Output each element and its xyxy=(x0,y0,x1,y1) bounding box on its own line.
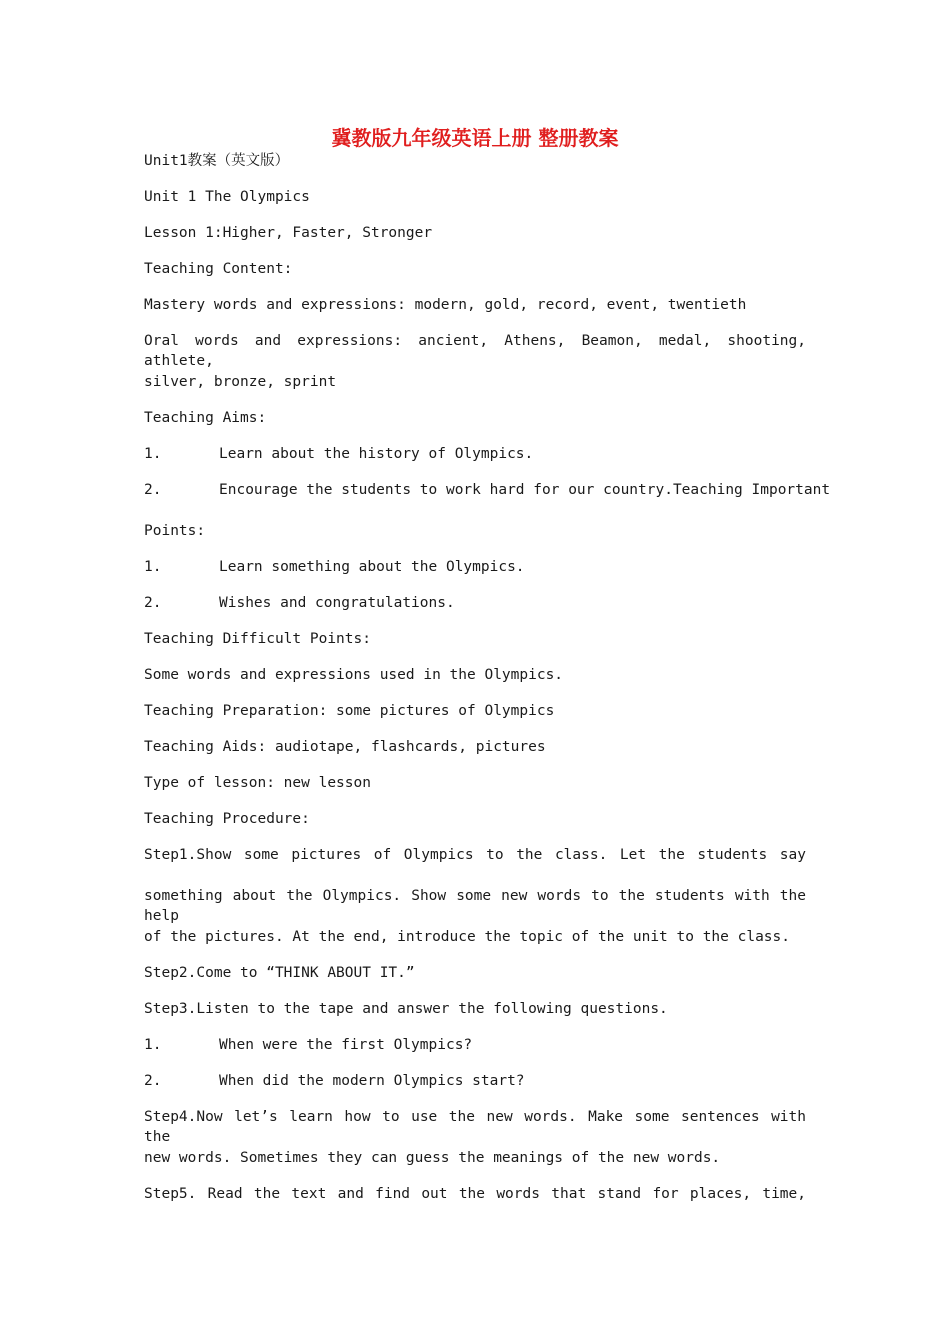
step5-line1: Step5. Read the text and find out the words that stand for places, time, xyxy=(144,1186,806,1202)
list-text: Learn about the history of Olympics. xyxy=(219,446,534,462)
list-item xyxy=(144,1035,472,1055)
list-number: 1. xyxy=(144,446,162,462)
list-number: 2. xyxy=(144,482,162,498)
list-text: Encourage the students to work hard for our country.Teaching Important xyxy=(219,482,831,498)
mastery-words: Mastery words and expressions: modern, gold, record, event, twentieth xyxy=(144,297,747,313)
step3: Step3.Listen to the tape and answer the following questions. xyxy=(144,1001,668,1017)
unit-heading-cn: Unit1教案（英文版） xyxy=(144,153,290,169)
list-item xyxy=(144,1071,525,1091)
list-item xyxy=(144,593,455,613)
list-item xyxy=(144,444,533,464)
oral-words-cont: silver, bronze, sprint xyxy=(144,374,337,390)
difficult-points-label: Teaching Difficult Points: xyxy=(144,631,371,647)
list-number: 2. xyxy=(144,1073,162,1089)
important-points-cont: Points: xyxy=(144,523,206,539)
list-text: Wishes and congratulations. xyxy=(219,595,455,611)
step2: Step2.Come to “THINK ABOUT IT.” xyxy=(144,965,415,981)
step1-line1: Step1.Show some pictures of Olympics to the class. Let the students say xyxy=(144,847,806,863)
list-text: When did the modern Olympics start? xyxy=(219,1073,525,1089)
lesson-type: Type of lesson: new lesson xyxy=(144,775,371,791)
teaching-content-label: Teaching Content: xyxy=(144,261,293,277)
teaching-procedure-label: Teaching Procedure: xyxy=(144,811,310,827)
unit-heading: Unit 1 The Olympics xyxy=(144,189,310,205)
step1-line3: of the pictures. At the end, introduce the topic of the unit to the class. xyxy=(144,929,791,945)
list-number: 2. xyxy=(144,595,162,611)
teaching-aids: Teaching Aids: audiotape, flashcards, pictures xyxy=(144,739,546,755)
list-item xyxy=(144,480,830,500)
list-text: When were the first Olympics? xyxy=(219,1037,473,1053)
step4-line2: new words. Sometimes they can guess the meanings of the new words. xyxy=(144,1150,721,1166)
step4-line1: Step4.Now let’s learn how to use the new words. Make some sentences with the xyxy=(144,1109,806,1145)
teaching-aims-label: Teaching Aims: xyxy=(144,410,267,426)
document-title: 冀教版九年级英语上册 整册教案 xyxy=(331,126,619,150)
lesson-heading: Lesson 1:Higher, Faster, Stronger xyxy=(144,225,433,241)
list-text: Learn something about the Olympics. xyxy=(219,559,525,575)
difficult-points-text: Some words and expressions used in the Olympics. xyxy=(144,667,564,683)
step1-line2: something about the Olympics. Show some new words to the students with the help xyxy=(144,888,806,924)
oral-words: Oral words and expressions: ancient, Athens, Beamon, medal, shooting, athlete, xyxy=(144,333,806,369)
list-number: 1. xyxy=(144,1037,162,1053)
list-item xyxy=(144,557,525,577)
teaching-preparation: Teaching Preparation: some pictures of Olympics xyxy=(144,703,555,719)
list-number: 1. xyxy=(144,559,162,575)
